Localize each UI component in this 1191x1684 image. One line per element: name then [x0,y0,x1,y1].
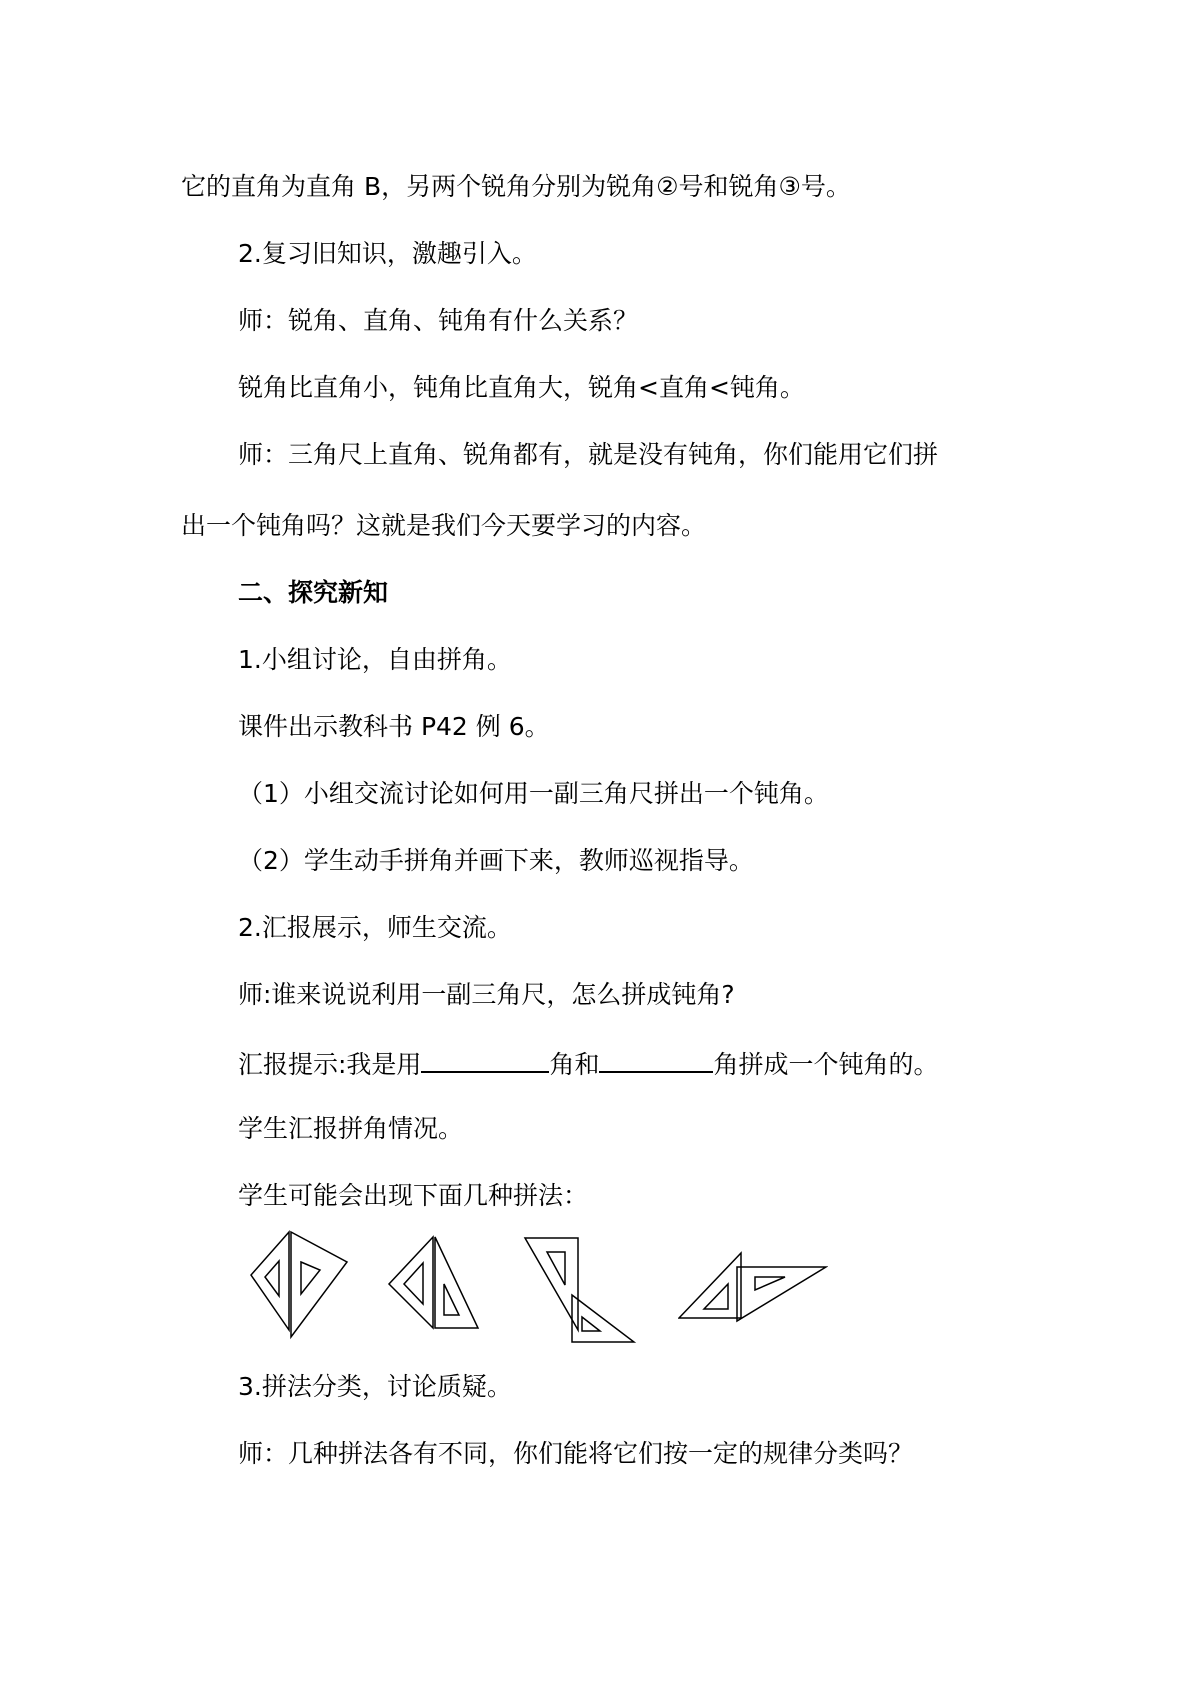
paragraph-teacher-question-2a: 师：三角尺上直角、锐角都有，就是没有钝角，你们能用它们拼 [238,440,939,469]
report-hint-suffix: 角拼成一个钝角的。 [713,1050,939,1079]
paragraph-review: 2.复习旧知识，激趣引入。 [238,239,537,268]
paragraph-student-report: 学生汇报拼角情况。 [238,1114,464,1143]
paragraph-angle-relation: 锐角比直角小，钝角比直角大，锐角<直角<钝角。 [238,373,805,402]
paragraph-possible-methods: 学生可能会出现下面几种拼法： [238,1181,589,1210]
paragraph-classify: 3.拼法分类，讨论质疑。 [238,1372,512,1401]
paragraph-step-1: （1）小组交流讨论如何用一副三角尺拼出一个钝角。 [238,779,829,808]
report-hint-mid: 角和 [549,1050,600,1079]
paragraph-group-discussion: 1.小组讨论，自由拼角。 [238,645,512,674]
paragraph-courseware: 课件出示教科书 P42 例 6。 [238,712,550,741]
paragraph-report-hint [238,1045,938,1082]
paragraph-teacher-question-2b: 出一个钝角吗？这就是我们今天要学习的内容。 [181,511,707,540]
fill-blank-1 [421,1045,549,1073]
figure-arrangement-2 [387,1235,487,1339]
report-hint-prefix: 汇报提示:我是用 [238,1050,422,1079]
figure-arrangement-4 [678,1250,828,1325]
section-heading: 二、探究新知 [238,578,389,607]
paragraph-teacher-question-3: 师:谁来说说利用一副三角尺，怎么拼成钝角? [238,980,735,1009]
paragraph-right-angle-b: 它的直角为直角 B，另两个锐角分别为锐角②号和锐角③号。 [181,172,851,201]
figure-arrangement-3 [522,1235,642,1345]
paragraph-step-2: （2）学生动手拼角并画下来，教师巡视指导。 [238,846,754,875]
paragraph-teacher-question-4: 师：几种拼法各有不同，你们能将它们按一定的规律分类吗？ [238,1439,914,1468]
figure-arrangement-1 [250,1230,350,1342]
paragraph-report: 2.汇报展示，师生交流。 [238,913,512,942]
paragraph-teacher-question-1: 师：锐角、直角、钝角有什么关系？ [238,306,639,335]
fill-blank-2 [599,1045,713,1073]
